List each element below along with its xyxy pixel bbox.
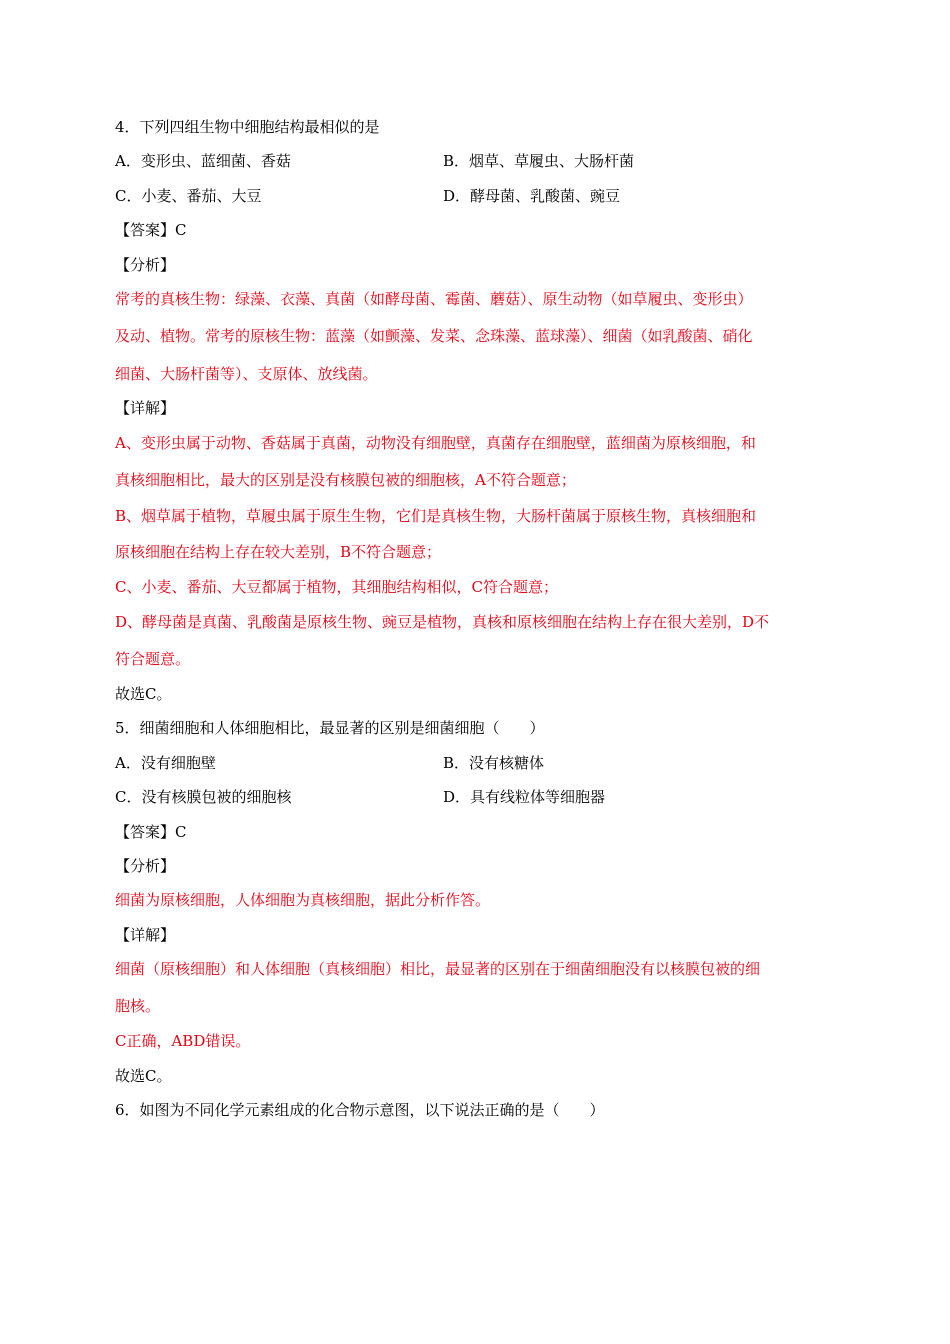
q4-analysis-line: 细菌、大肠杆菌等）、支原体、放线菌。 bbox=[115, 365, 378, 383]
q4-option-d: D．酵母菌、乳酸菌、豌豆 bbox=[443, 187, 621, 205]
q5-option-c: C．没有核膜包被的细胞核 bbox=[115, 788, 292, 806]
q5-conclusion: 故选C。 bbox=[115, 1067, 172, 1085]
q4-analysis-heading: 【分析】 bbox=[115, 256, 176, 274]
q5-question: 5．细菌细胞和人体细胞相比，最显著的区别是细菌细胞（ ） bbox=[115, 719, 545, 737]
q5-option-a: A．没有细胞壁 bbox=[115, 754, 216, 772]
q4-option-b: B．烟草、草履虫、大肠杆菌 bbox=[443, 152, 635, 170]
q5-detail-heading: 【详解】 bbox=[115, 926, 176, 944]
q4-analysis-line: 及动、植物。常考的原核生物：蓝藻（如颤藻、发菜、念珠藻、蓝球藻）、细菌（如乳酸菌、硝化 bbox=[115, 327, 753, 345]
q5-detail-line: C正确，ABD错误。 bbox=[115, 1032, 251, 1050]
q6-question: 6．如图为不同化学元素组成的化合物示意图，以下说法正确的是（ ） bbox=[115, 1101, 605, 1119]
q4-detail-line: B、烟草属于植物，草履虫属于原生生物，它们是真核生物，大肠杆菌属于原核生物，真核细胞和 bbox=[115, 507, 757, 525]
q4-detail-line: C、小麦、番茄、大豆都属于植物，其细胞结构相似，C符合题意； bbox=[115, 578, 558, 596]
q4-question: 4．下列四组生物中细胞结构最相似的是 bbox=[115, 118, 380, 136]
q4-option-a: A．变形虫、蓝细菌、香菇 bbox=[115, 152, 291, 170]
q5-detail-line: 细菌（原核细胞）和人体细胞（真核细胞）相比，最显著的区别在于细菌细胞没有以核膜包被的细 bbox=[115, 960, 761, 978]
q5-analysis-heading: 【分析】 bbox=[115, 857, 176, 875]
q5-detail-line: 胞核。 bbox=[115, 997, 161, 1015]
q4-analysis-line: 常考的真核生物：绿藻、衣藻、真菌（如酵母菌、霉菌、蘑菇）、原生动物（如草履虫、变形虫） bbox=[115, 290, 753, 308]
q4-answer: 【答案】C bbox=[115, 221, 187, 239]
q5-answer: 【答案】C bbox=[115, 823, 187, 841]
q4-detail-line: 原核细胞在结构上存在较大差别，B不符合题意； bbox=[115, 543, 442, 561]
q4-detail-line: A、变形虫属于动物、香菇属于真菌，动物没有细胞壁，真菌存在细胞壁，蓝细菌为原核细胞，和 bbox=[115, 434, 756, 452]
q5-option-b: B．没有核糖体 bbox=[443, 754, 545, 772]
q4-detail-heading: 【详解】 bbox=[115, 399, 176, 417]
q4-conclusion: 故选C。 bbox=[115, 685, 172, 703]
q4-detail-line: 真核细胞相比，最大的区别是没有核膜包被的细胞核，A不符合题意； bbox=[115, 471, 576, 489]
q5-analysis-line: 细菌为原核细胞，人体细胞为真核细胞，据此分析作答。 bbox=[115, 891, 491, 909]
q5-option-d: D．具有线粒体等细胞器 bbox=[443, 788, 606, 806]
q4-detail-line: D、酵母菌是真菌、乳酸菌是原核生物、豌豆是植物，真核和原核细胞在结构上存在很大差别，D不 bbox=[115, 613, 770, 631]
q4-detail-line: 符合题意。 bbox=[115, 650, 191, 668]
q4-option-c: C．小麦、番茄、大豆 bbox=[115, 187, 262, 205]
